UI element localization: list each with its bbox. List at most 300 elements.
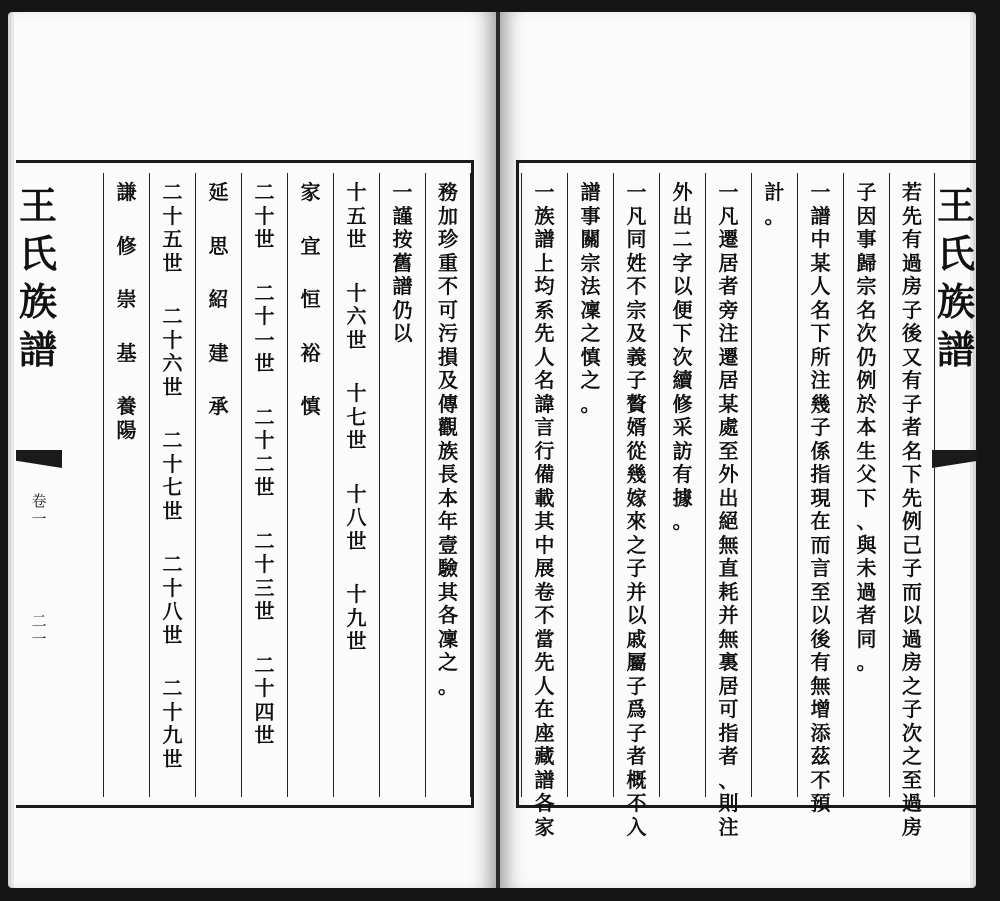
volume-label-char: 一 (31, 510, 47, 528)
right-text-char: 慎 (580, 344, 601, 369)
right-text-char: 下 (902, 462, 922, 486)
right-text-char: 無 (718, 626, 739, 651)
right-text-char: 采 (672, 415, 693, 439)
generation-char: 慎 (300, 394, 321, 418)
right-text-char: 次 (856, 321, 877, 345)
right-text-char: 中 (810, 227, 831, 251)
right-text-char: 以 (902, 603, 922, 627)
right-text-char: 婿 (626, 415, 647, 439)
right-text-char: 耗 (718, 579, 739, 604)
right-text-char: 可 (718, 697, 739, 721)
right-text-char: 有 (902, 227, 922, 251)
right-text-char: 裏 (718, 650, 739, 674)
right-text-char: 、 (856, 509, 877, 533)
right-text-char: 未 (856, 556, 877, 580)
generation-char: 世 (254, 723, 275, 747)
generation-char: 世 (346, 428, 367, 452)
generation-entry (299, 342, 323, 366)
right-text-char: 凡 (626, 203, 647, 228)
right-text-char: 子 (626, 556, 647, 580)
left-text-char: 驗 (438, 556, 458, 580)
right-text-column (751, 173, 797, 797)
right-text-char: 添 (810, 720, 831, 745)
generation-char: 十 (254, 203, 275, 228)
right-text-char: 座 (534, 720, 555, 745)
book-title-right (934, 182, 978, 374)
generation-entry (299, 288, 323, 312)
right-text-char: 子 (902, 556, 922, 580)
left-text-char: 長 (438, 462, 458, 486)
generation-char: 世 (346, 327, 367, 352)
generation-char: 世 (162, 250, 183, 275)
right-text-char: 過 (902, 626, 922, 651)
right-text-char: 修 (672, 391, 693, 416)
right-text-char: 下 (672, 321, 693, 345)
right-text-char: 因 (856, 203, 877, 228)
right-text-char: 而 (902, 579, 922, 604)
generation-char: 恒 (300, 287, 321, 311)
generation-char: 建 (208, 340, 229, 365)
right-text-char: 一 (626, 180, 647, 204)
right-text-char: 則 (718, 791, 739, 815)
generation-char: 十 (254, 676, 275, 700)
left-text-char: 之 (438, 650, 458, 674)
right-text-char: 凡 (718, 203, 739, 228)
right-text-char: 計 (764, 180, 785, 204)
right-text-char: 字 (672, 250, 693, 275)
right-text-char: 。 (856, 650, 877, 674)
book-title-char: 譜 (936, 327, 975, 372)
right-text-char: 所 (810, 344, 831, 369)
generation-char: 三 (254, 575, 275, 600)
generation-char: 二 (254, 652, 275, 677)
generation-entry (253, 654, 277, 748)
generation-char: 世 (254, 475, 275, 499)
left-text-char: 傳 (438, 391, 458, 416)
generation-entry (161, 305, 185, 399)
left-text-column (241, 173, 287, 797)
book-spine (496, 12, 500, 888)
right-text-char: 屬 (626, 650, 647, 674)
left-text-char: 族 (438, 438, 458, 463)
right-text-char: 又 (902, 344, 922, 369)
right-text-char: 先 (902, 485, 922, 510)
generation-char: 十 (254, 428, 275, 452)
right-text-char: 及 (626, 321, 647, 345)
generation-entry (207, 288, 231, 312)
right-text-char: 入 (626, 814, 647, 839)
right-text-char: 房 (902, 274, 922, 298)
generation-char: 二 (162, 180, 183, 204)
generation-char: 世 (162, 498, 183, 523)
right-text-char: 外 (718, 462, 739, 486)
right-text-char: 卷 (534, 579, 555, 604)
generation-char: 十 (346, 280, 367, 305)
right-text-char: 而 (810, 532, 831, 557)
generation-char: 裕 (300, 340, 321, 365)
generation-char: 二 (254, 528, 275, 553)
left-text-char: 舊 (392, 250, 413, 275)
right-text-char: 關 (580, 227, 601, 251)
right-text-char: 并 (626, 579, 647, 604)
generation-entry (345, 583, 369, 654)
left-text-char: 凜 (438, 626, 458, 651)
right-text-char: 次 (902, 720, 922, 745)
right-text-char: 直 (718, 556, 739, 580)
right-text-char: 。 (580, 391, 601, 416)
generation-entry (161, 181, 185, 275)
right-text-char: 注 (810, 368, 831, 392)
right-text-char: 同 (856, 626, 877, 651)
right-text-char: 族 (534, 203, 555, 228)
generation-entry (207, 235, 231, 259)
left-text-column (333, 173, 379, 797)
generation-entry (207, 181, 231, 205)
right-text-char: 出 (718, 485, 739, 510)
generation-entry (207, 395, 231, 419)
generation-char: 五 (162, 227, 183, 251)
right-text-char: 當 (534, 626, 555, 651)
right-text-char: 仍 (856, 344, 877, 369)
right-text-char: 據 (672, 485, 693, 510)
generation-entry (115, 395, 139, 442)
right-text-char: 不 (534, 603, 555, 627)
right-text-column (797, 173, 843, 815)
right-text-char: 生 (856, 438, 877, 463)
right-text-char: 茲 (810, 744, 831, 768)
right-text-char: 有 (672, 462, 693, 486)
page-number (24, 612, 54, 648)
left-text-char: 仍 (392, 297, 413, 322)
left-text-char: 觀 (438, 415, 458, 439)
left-text-char: 。 (438, 673, 458, 698)
right-text-char: 者 (626, 744, 647, 768)
right-text-char: 有 (902, 368, 922, 392)
generation-char: 二 (254, 180, 275, 204)
right-text-char: 。 (672, 509, 693, 533)
right-text-char: 指 (718, 720, 739, 745)
left-text-char: 不 (438, 274, 458, 298)
right-text-char: 有 (810, 650, 831, 674)
right-text-char: 過 (902, 791, 922, 815)
right-text-char: 處 (718, 415, 739, 439)
right-text-char: 居 (718, 673, 739, 698)
generation-char: 承 (208, 394, 229, 418)
generation-char: 十 (162, 327, 183, 352)
generation-char: 宜 (300, 233, 321, 258)
right-text-char: 事 (856, 227, 877, 251)
right-text-column (567, 173, 613, 797)
generation-char: 世 (254, 227, 275, 251)
right-text-char: 過 (856, 579, 877, 604)
right-text-char: 在 (534, 697, 555, 721)
book-title-char: 氏 (936, 231, 975, 276)
generation-char: 八 (346, 505, 367, 529)
left-page-frame (16, 160, 474, 808)
left-text-column (287, 173, 333, 797)
left-text-char: 珍 (438, 227, 458, 251)
right-text-char: 與 (856, 532, 877, 557)
book-title-char: 王 (18, 183, 57, 228)
right-text-char: 名 (856, 297, 877, 322)
left-text-char: 污 (438, 321, 458, 345)
right-text-column (613, 173, 659, 839)
right-text-char: 子 (856, 180, 877, 204)
generation-char: 十 (346, 180, 367, 204)
right-text-char: 譜 (810, 203, 831, 228)
right-text-char: 中 (534, 532, 555, 557)
right-text-char: 若 (902, 180, 922, 204)
left-text-char: 及 (438, 368, 458, 392)
right-text-char: 贅 (626, 391, 647, 416)
right-text-char: 一 (718, 180, 739, 204)
right-text-char: 載 (534, 485, 555, 510)
volume-label (24, 492, 54, 528)
right-text-char: 子 (626, 673, 647, 698)
generation-char: 五 (346, 203, 367, 228)
right-text-char: 名 (534, 368, 555, 392)
right-text-column (889, 173, 935, 839)
book-title-char: 族 (18, 279, 57, 324)
left-text-char: 一 (392, 180, 413, 204)
generation-char: 十 (346, 582, 367, 606)
book-title-left (16, 182, 60, 374)
right-text-char: 房 (902, 650, 922, 674)
right-text-char: 人 (534, 673, 555, 698)
right-text-char: 子 (626, 720, 647, 745)
left-text-char: 譜 (392, 274, 413, 298)
right-text-char: 之 (580, 321, 601, 345)
left-text-char: 務 (438, 180, 458, 204)
right-text-char: 過 (902, 250, 922, 275)
left-text-column (379, 173, 425, 797)
right-text-char: 藏 (534, 744, 555, 768)
right-text-char: 譜 (534, 227, 555, 251)
generation-char: 世 (254, 599, 275, 623)
right-text-char: 宗 (856, 274, 877, 298)
right-text-char: 無 (718, 532, 739, 557)
right-text-char: 以 (810, 603, 831, 627)
generation-entry (253, 530, 277, 624)
right-text-char: 注 (718, 814, 739, 839)
right-text-char: 者 (718, 744, 739, 768)
right-text-char: 後 (810, 626, 831, 651)
right-text-char: 注 (718, 321, 739, 345)
volume-label-char: 卷 (31, 492, 47, 510)
right-text-char: 增 (810, 697, 831, 721)
left-text-char: 損 (438, 344, 458, 369)
right-text-char: 子 (810, 415, 831, 439)
generation-entry (345, 483, 369, 554)
right-text-char: 後 (902, 321, 922, 345)
generation-char: 十 (162, 699, 183, 724)
right-text-char: 不 (810, 767, 831, 792)
generation-char: 七 (346, 404, 367, 429)
right-text-column (521, 173, 567, 839)
generation-char: 世 (162, 374, 183, 399)
book-title-char: 氏 (18, 231, 57, 276)
right-text-char: 續 (672, 368, 693, 392)
generation-char: 七 (162, 475, 183, 499)
right-text-char: 以 (626, 603, 647, 627)
left-text-char: 壹 (438, 532, 458, 557)
generation-char: 世 (346, 227, 367, 251)
left-text-char: 加 (438, 203, 458, 228)
book-title-char: 族 (936, 279, 975, 324)
generation-char: 二 (162, 676, 183, 700)
right-text-char: 係 (810, 438, 831, 463)
right-text-char: 先 (534, 321, 555, 345)
right-text-char: 者 (718, 274, 739, 298)
right-text-char: 至 (810, 579, 831, 604)
right-text-char: 旁 (718, 297, 739, 322)
right-text-char: 指 (810, 462, 831, 486)
right-text-char: 例 (856, 368, 877, 392)
generation-entry (299, 395, 323, 419)
right-text-char: 系 (534, 297, 555, 322)
right-text-char: 爲 (626, 697, 647, 721)
book-title-char: 譜 (18, 327, 57, 372)
right-text-char: 備 (534, 462, 555, 486)
right-text-char: 。 (764, 203, 785, 228)
right-text-char: 之 (626, 532, 647, 557)
right-text-char: 某 (718, 391, 739, 416)
right-text-char: 從 (626, 438, 647, 463)
right-text-char: 出 (672, 203, 693, 228)
right-text-char: 子 (902, 697, 922, 721)
right-text-char: 一 (810, 180, 831, 204)
left-text-column (195, 173, 241, 797)
right-text-char: 於 (856, 391, 877, 416)
generation-char: 世 (162, 746, 183, 771)
right-text-char: 其 (534, 509, 555, 533)
generation-char: 家 (300, 180, 321, 204)
generation-entry (253, 282, 277, 376)
right-text-char: 事 (580, 203, 601, 228)
right-text-char: 不 (626, 274, 647, 298)
right-text-char: 之 (580, 368, 601, 392)
right-text-column (659, 173, 705, 797)
left-text-column (425, 173, 471, 797)
right-text-char: 無 (810, 673, 831, 698)
right-text-char: 均 (534, 274, 555, 298)
right-text-char: 人 (534, 344, 555, 369)
generation-char: 謙 (116, 180, 137, 204)
right-text-char: 遷 (718, 344, 739, 369)
right-text-char: 一 (534, 180, 555, 204)
right-text-char: 名 (810, 297, 831, 322)
right-text-column (843, 173, 889, 797)
right-text-char: 諱 (534, 391, 555, 416)
right-text-char: 者 (856, 603, 877, 627)
right-text-char: 戚 (626, 626, 647, 651)
right-text-char: 訪 (672, 438, 693, 463)
generation-char: 紹 (208, 287, 229, 311)
right-text-char: 己 (902, 532, 922, 557)
right-text-char: 同 (626, 227, 647, 251)
right-text-char: 某 (810, 250, 831, 275)
left-text-char: 謹 (392, 203, 413, 228)
generation-entry (207, 342, 231, 366)
generation-char: 世 (346, 629, 367, 653)
page-number-char: 一 (31, 630, 47, 648)
generation-entry (161, 553, 185, 647)
right-text-char: 子 (626, 368, 647, 392)
generation-entry (115, 288, 139, 312)
generation-char: 思 (208, 233, 229, 258)
generation-char: 十 (162, 575, 183, 600)
generation-char: 基 (116, 340, 137, 365)
right-text-char: 現 (810, 485, 831, 510)
generation-char: 陽 (116, 417, 137, 442)
right-text-char: 先 (902, 203, 922, 228)
generation-char: 二 (254, 404, 275, 429)
right-text-char: 子 (902, 391, 922, 416)
generation-char: 二 (162, 304, 183, 328)
generation-char: 十 (346, 381, 367, 405)
right-text-char: 概 (626, 767, 647, 792)
right-text-char: 先 (534, 650, 555, 674)
generation-entry (115, 181, 139, 205)
right-text-char: 房 (902, 814, 922, 839)
left-text-column (149, 173, 195, 797)
generation-entry (161, 677, 185, 771)
generation-char: 十 (346, 481, 367, 506)
right-text-char: 至 (718, 438, 739, 463)
right-text-char: 遷 (718, 227, 739, 251)
right-text-char: 宗 (626, 297, 647, 322)
generation-entry (345, 382, 369, 453)
right-text-char: 名 (902, 438, 922, 463)
generation-char: 修 (116, 233, 137, 258)
right-page-frame (516, 160, 978, 839)
right-text-char: 義 (626, 344, 647, 369)
right-text-char: 法 (580, 274, 601, 298)
left-text-char: 按 (392, 227, 413, 251)
generation-entry (161, 429, 185, 523)
right-text-char: 之 (902, 673, 922, 698)
right-text-char: 以 (672, 274, 693, 298)
generation-char: 崇 (116, 287, 137, 311)
right-text-char: 之 (902, 744, 922, 768)
generation-char: 十 (162, 203, 183, 228)
page-number-char: 二 (31, 612, 47, 630)
generation-entry (299, 181, 323, 205)
right-text-char: 二 (672, 227, 693, 251)
left-text-char: 重 (438, 250, 458, 275)
right-text-char: 人 (810, 274, 831, 298)
generation-char: 九 (346, 605, 367, 630)
right-text-char: 宗 (580, 250, 601, 275)
right-text-char: 例 (902, 509, 922, 533)
right-text-char: 凜 (580, 297, 601, 322)
right-text-char: 上 (534, 250, 555, 275)
left-text-char: 本 (438, 485, 458, 510)
right-text-char: 子 (902, 297, 922, 322)
right-text-char: 外 (672, 180, 693, 204)
generation-char: 延 (208, 180, 229, 204)
left-text-char: 以 (392, 321, 413, 345)
right-text-char: 嫁 (626, 485, 647, 510)
generation-char: 一 (254, 327, 275, 352)
generation-entry (253, 181, 277, 252)
right-text-char: 便 (672, 297, 693, 322)
right-text-char: 譜 (580, 180, 601, 204)
right-text-char: 言 (810, 556, 831, 580)
generation-entry (115, 235, 139, 259)
right-text-column (705, 173, 751, 839)
right-text-char: 者 (902, 415, 922, 439)
